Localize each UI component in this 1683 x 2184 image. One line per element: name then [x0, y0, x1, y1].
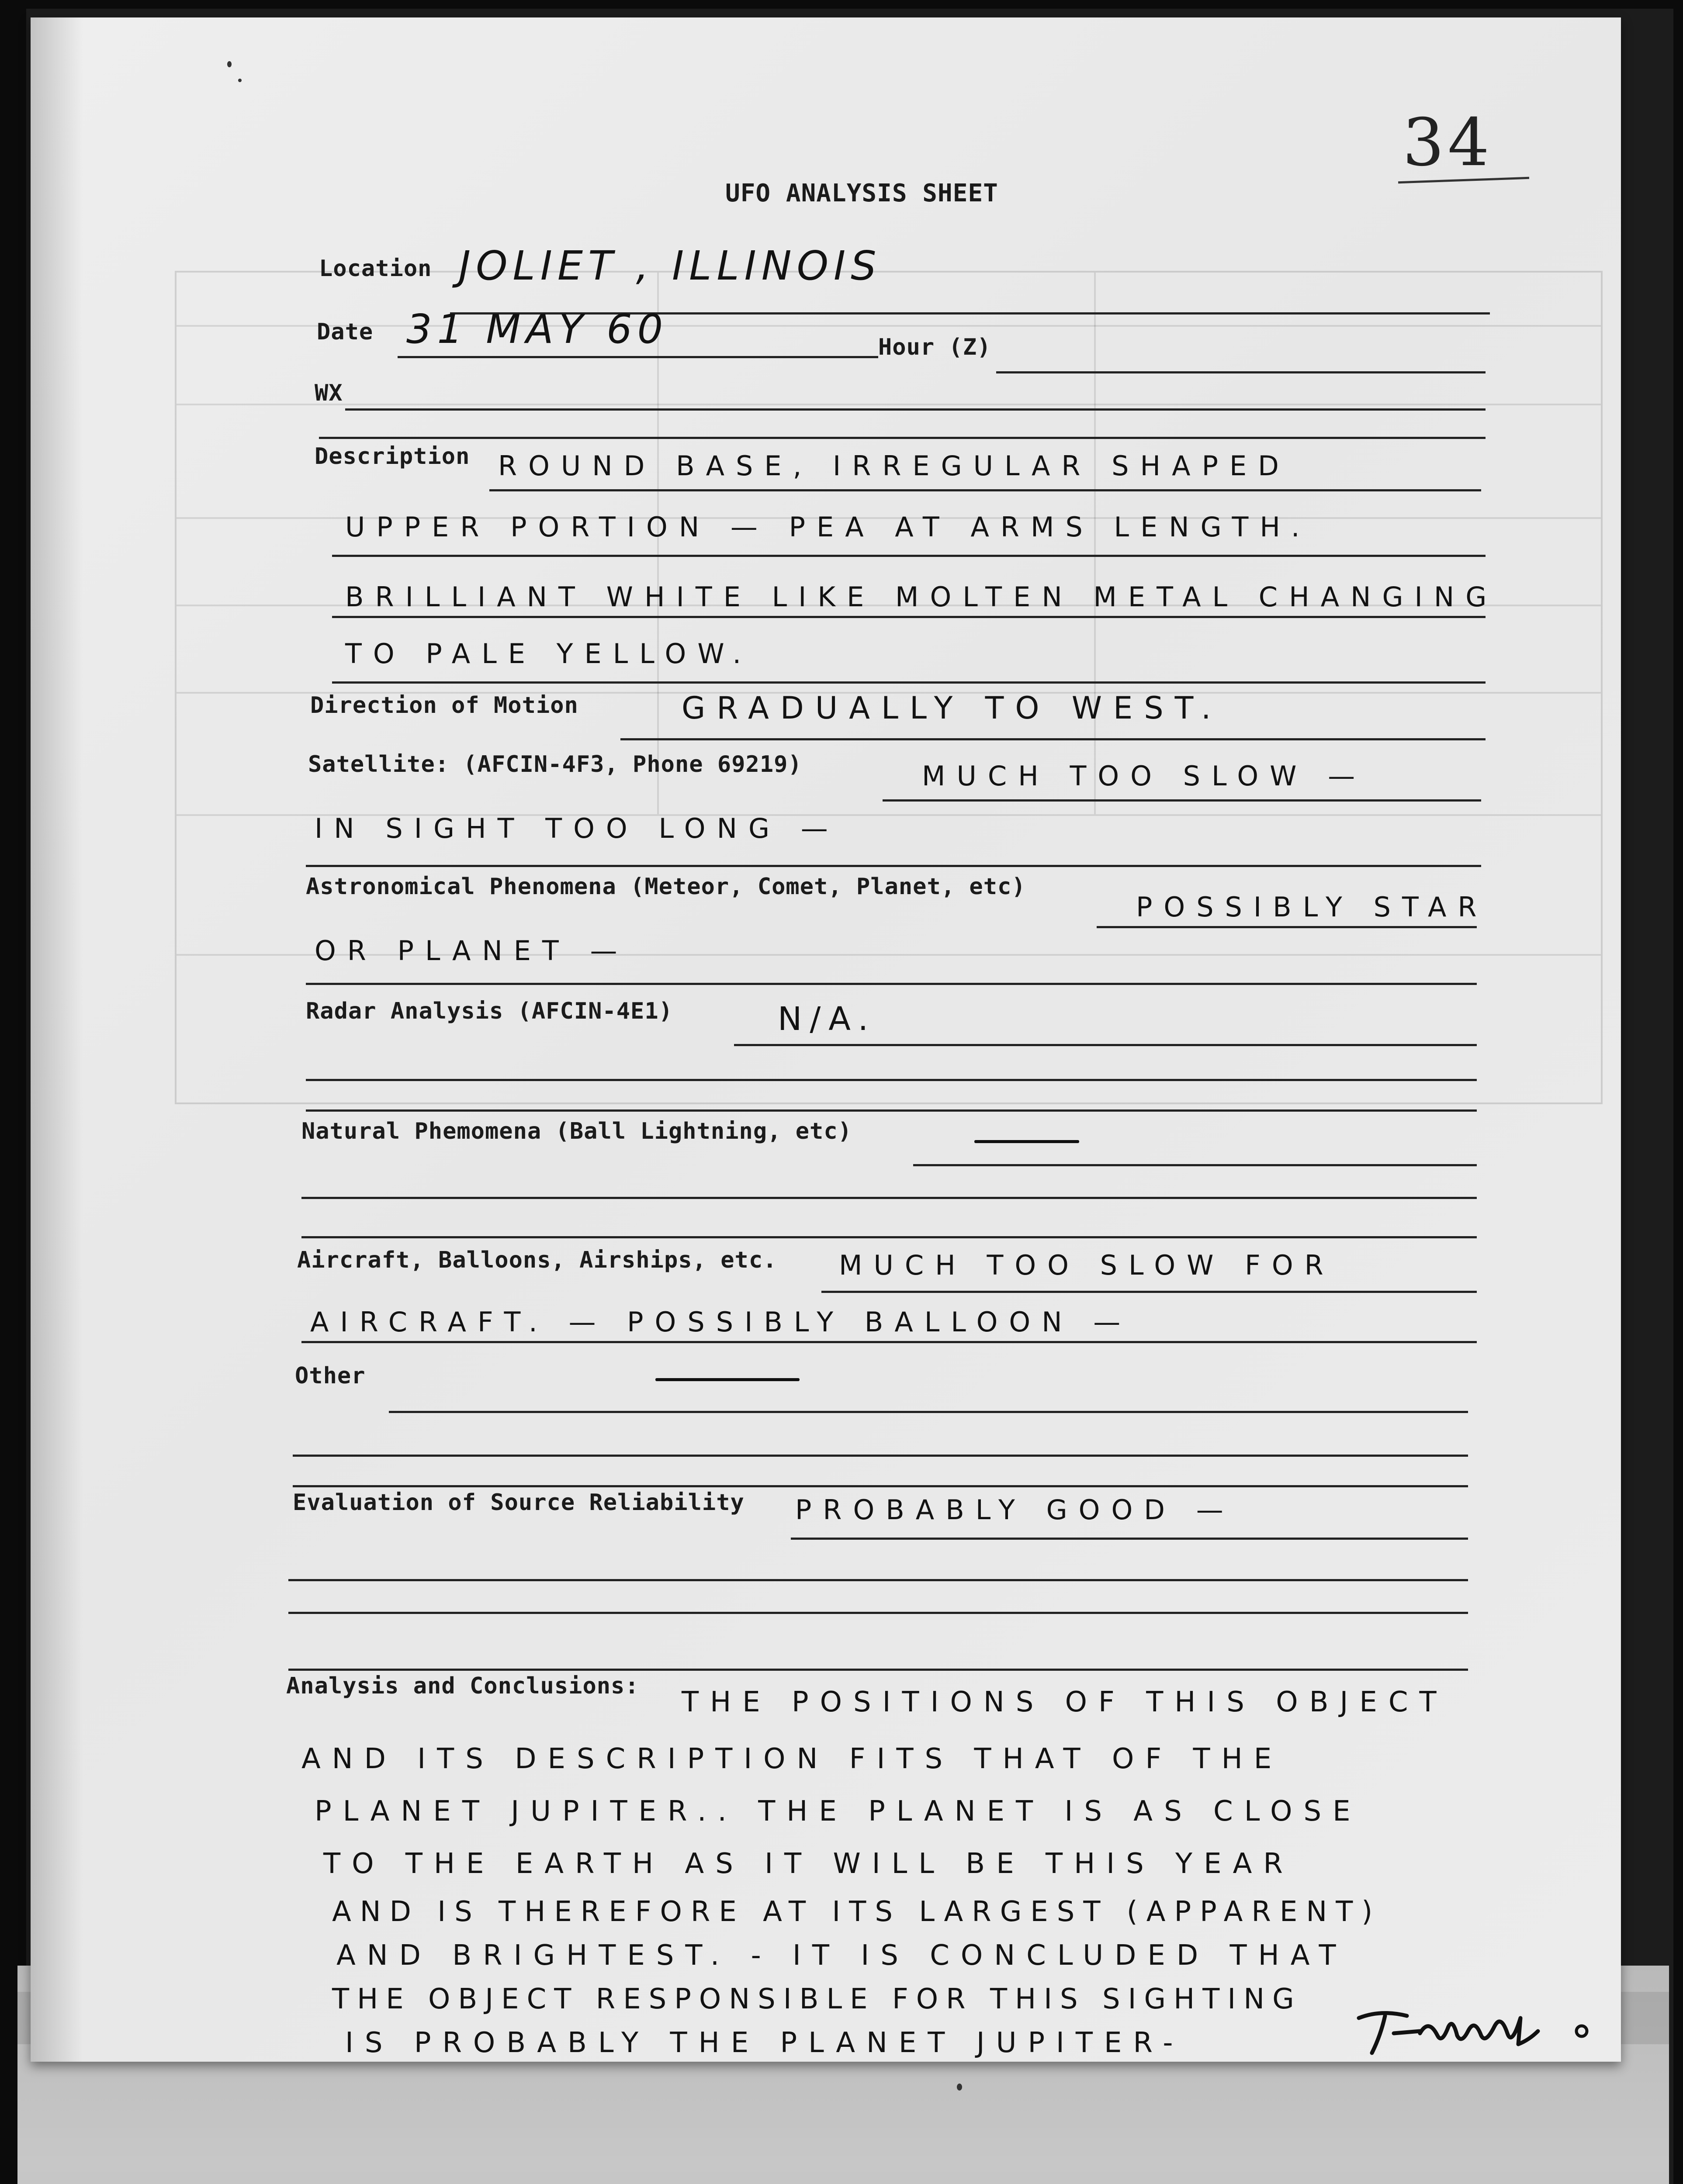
- direction-rule: [620, 738, 1486, 740]
- astronomical-line-2: OR PLANET —: [315, 935, 629, 967]
- date-value: 31 MAY 60: [406, 306, 668, 352]
- analysis-line-8: IS PROBABLY THE PLANET JUPITER-: [345, 2027, 1184, 2059]
- other-rule-2: [293, 1455, 1468, 1457]
- reliability-rule: [791, 1538, 1468, 1540]
- wx-rule: [345, 408, 1486, 411]
- astronomical-rule-2: [306, 983, 1477, 985]
- astronomical-rule-1: [1097, 926, 1477, 928]
- signature: [1354, 1992, 1599, 2064]
- analysis-line-6: AND BRIGHTEST. - IT IS CONCLUDED THAT: [336, 1939, 1347, 1972]
- description-line-2: UPPER PORTION — PEA AT ARMS LENGTH.: [345, 511, 1311, 543]
- analysis-line-1: THE POSITIONS OF THIS OBJECT: [682, 1686, 1448, 1718]
- reliability-rule-3: [288, 1612, 1468, 1614]
- sheet-shadow: [31, 17, 83, 2062]
- aircraft-label: Aircraft, Balloons, Airships, etc.: [297, 1247, 777, 1273]
- radar-rule: [734, 1044, 1477, 1046]
- date-rule: [398, 356, 878, 358]
- analysis-line-5: AND IS THEREFORE AT ITS LARGEST (APPARENT): [332, 1896, 1382, 1928]
- analysis-label: Analysis and Conclusions:: [286, 1673, 639, 1699]
- satellite-rule-1: [883, 799, 1481, 802]
- reliability-value: PROBABLY GOOD —: [795, 1494, 1235, 1526]
- natural-rule-2: [301, 1197, 1477, 1199]
- description-rule-2: [332, 555, 1486, 557]
- natural-rule: [913, 1164, 1477, 1166]
- signature-mark: [1354, 1992, 1599, 2062]
- page-number: 34: [1402, 105, 1493, 181]
- other-dash: [655, 1378, 800, 1381]
- other-rule-3: [293, 1485, 1468, 1487]
- satellite-line-1: MUCH TOO SLOW —: [922, 760, 1367, 792]
- location-label: Location: [319, 256, 432, 282]
- radar-rule-2: [306, 1079, 1477, 1081]
- astronomical-line-1: POSSIBLY STAR: [1136, 891, 1488, 923]
- direction-value: GRADUALLY TO WEST.: [682, 690, 1222, 726]
- satellite-rule-2: [306, 865, 1481, 867]
- analysis-line-2: AND ITS DESCRIPTION FITS THAT OF THE: [301, 1743, 1283, 1775]
- astronomical-label: Astronomical Phenomena (Meteor, Comet, Planet, etc): [306, 874, 1026, 900]
- reverse-side-bleed-through: [175, 271, 1603, 1104]
- reliability-rule-2: [288, 1579, 1468, 1581]
- description-line-3: BRILLIANT WHITE LIKE MOLTEN METAL CHANGING: [345, 581, 1498, 613]
- reliability-label: Evaluation of Source Reliability: [293, 1489, 745, 1516]
- aircraft-line-2: AIRCRAFT. — POSSIBLY BALLOON —: [310, 1306, 1132, 1338]
- analysis-line-7: THE OBJECT RESPONSIBLE FOR THIS SIGHTING: [332, 1983, 1302, 2015]
- analysis-line-3: PLANET JUPITER.. THE PLANET IS AS CLOSE: [315, 1795, 1362, 1828]
- description-rule-4: [332, 681, 1486, 684]
- natural-dash: [974, 1140, 1079, 1143]
- sheet-title: UFO ANALYSIS SHEET: [725, 179, 998, 207]
- description-rule-3: [332, 616, 1486, 618]
- reliability-rule-4: [288, 1669, 1468, 1671]
- description-line-4: TO PALE YELLOW.: [345, 638, 753, 670]
- description-rule-1: [489, 489, 1481, 491]
- radar-rule-3: [306, 1109, 1477, 1112]
- radar-label: Radar Analysis (AFCIN-4E1): [306, 998, 673, 1024]
- location-value: JOLIET , ILLINOIS: [459, 242, 882, 289]
- other-rule: [389, 1411, 1468, 1413]
- radar-value: N/A.: [778, 1000, 876, 1038]
- speck: [957, 2084, 962, 2091]
- speck: [227, 61, 232, 67]
- direction-label: Direction of Motion: [310, 692, 578, 719]
- analysis-line-4: TO THE EARTH AS IT WILL BE THIS YEAR: [323, 1848, 1294, 1880]
- natural-rule-3: [301, 1236, 1477, 1238]
- hour-label: Hour (Z): [878, 334, 991, 360]
- wx-rule-2: [319, 437, 1486, 439]
- description-line-1: ROUND BASE, IRREGULAR SHAPED: [498, 450, 1290, 482]
- aircraft-line-1: MUCH TOO SLOW FOR: [839, 1249, 1335, 1281]
- hour-rule: [996, 371, 1486, 373]
- satellite-label: Satellite: (AFCIN-4F3, Phone 69219): [308, 751, 802, 778]
- speck: [238, 79, 242, 82]
- wx-label: WX: [315, 380, 343, 406]
- natural-label: Natural Phemomena (Ball Lightning, etc): [301, 1118, 852, 1144]
- date-label: Date: [317, 319, 374, 345]
- description-label: Description: [315, 443, 470, 470]
- aircraft-rule-2: [301, 1341, 1477, 1343]
- satellite-line-2: IN SIGHT TOO LONG —: [315, 812, 839, 844]
- other-label: Other: [295, 1363, 366, 1389]
- aircraft-rule-1: [821, 1291, 1477, 1293]
